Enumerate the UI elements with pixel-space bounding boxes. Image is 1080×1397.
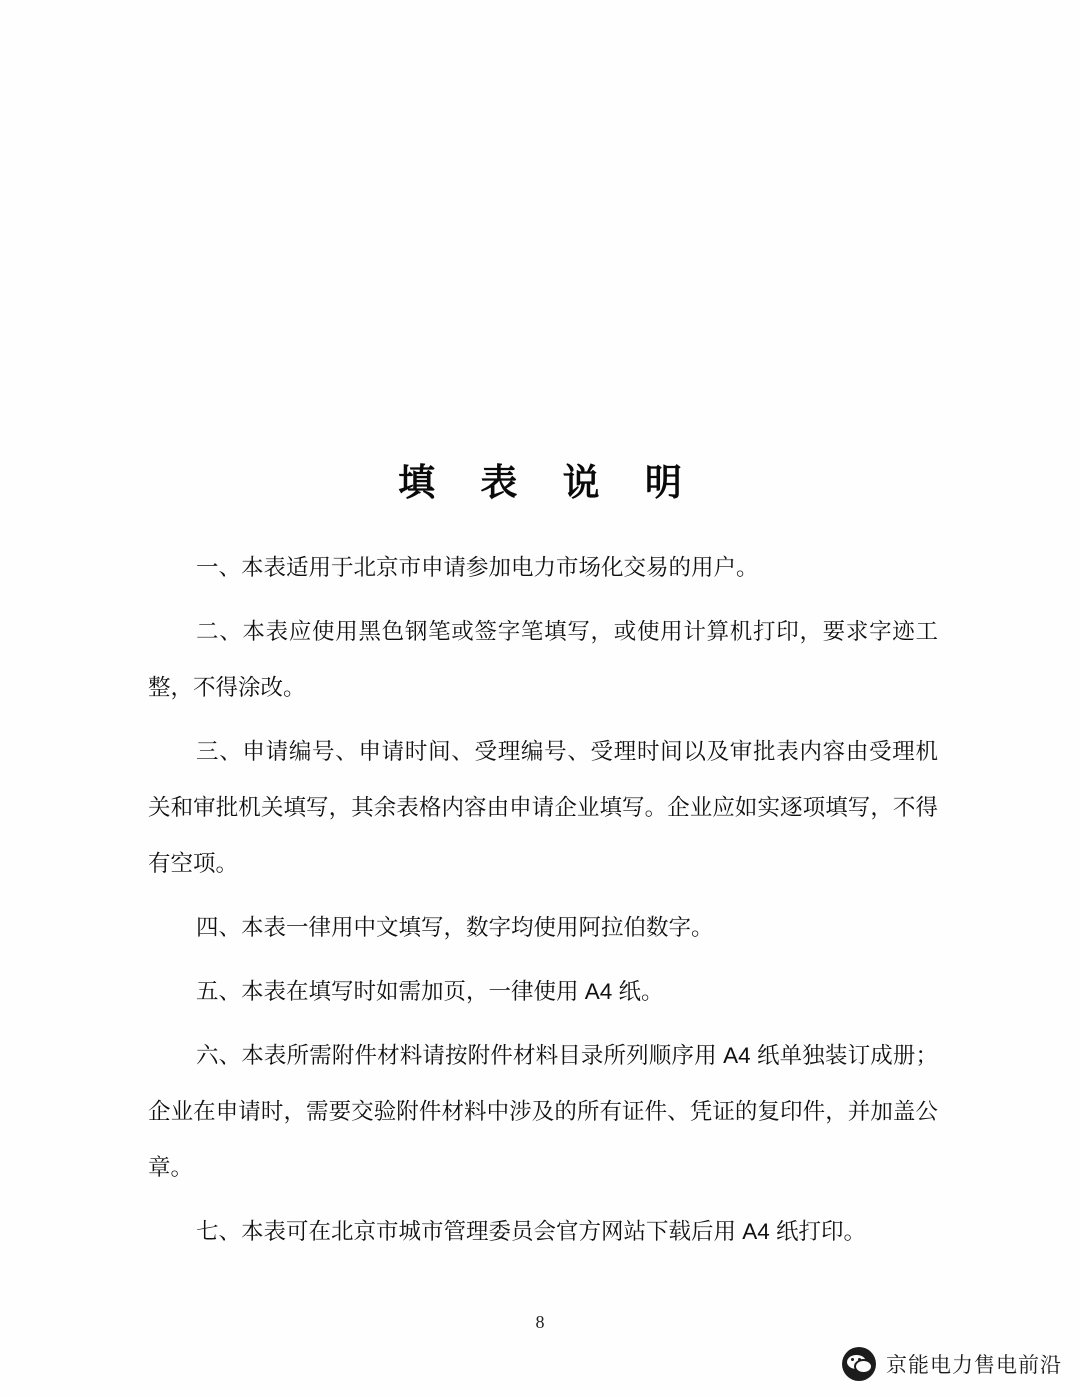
watermark (842, 1347, 1062, 1381)
watermark-account-name: 京能电力售电前沿 (886, 1354, 1062, 1377)
instruction-item: 一、本表适用于北京市申请参加电力市场化交易的用户。 (196, 555, 759, 580)
page-title: 填 表 说 明 (398, 463, 700, 504)
wechat-icon (842, 1347, 876, 1381)
instruction-item: 五、本表在填写时如需加页，一律使用 A4 纸。 (196, 979, 664, 1004)
page-number: 8 (535, 1312, 545, 1332)
instruction-item: 四、本表一律用中文填写，数字均使用阿拉伯数字。 (196, 915, 714, 940)
instruction-list (148, 540, 938, 1268)
instruction-item: 三、申请编号、申请时间、受理编号、受理时间以及审批表内容由受理机关和审批机关填写，其余表格内容由申请企业填写。企业应如实逐项填写，不得有空项。 (148, 739, 938, 876)
instruction-item: 二、本表应使用黑色钢笔或签字笔填写，或使用计算机打印，要求字迹工整，不得涂改。 (148, 619, 938, 700)
instruction-item: 七、本表可在北京市城市管理委员会官方网站下载后用 A4 纸打印。 (196, 1219, 867, 1244)
instruction-item: 六、本表所需附件材料请按附件材料目录所列顺序用 A4 纸单独装订成册；企业在申请时，需要交验附件材料中涉及的所有证件、凭证的复印件，并加盖公章。 (148, 1043, 938, 1180)
